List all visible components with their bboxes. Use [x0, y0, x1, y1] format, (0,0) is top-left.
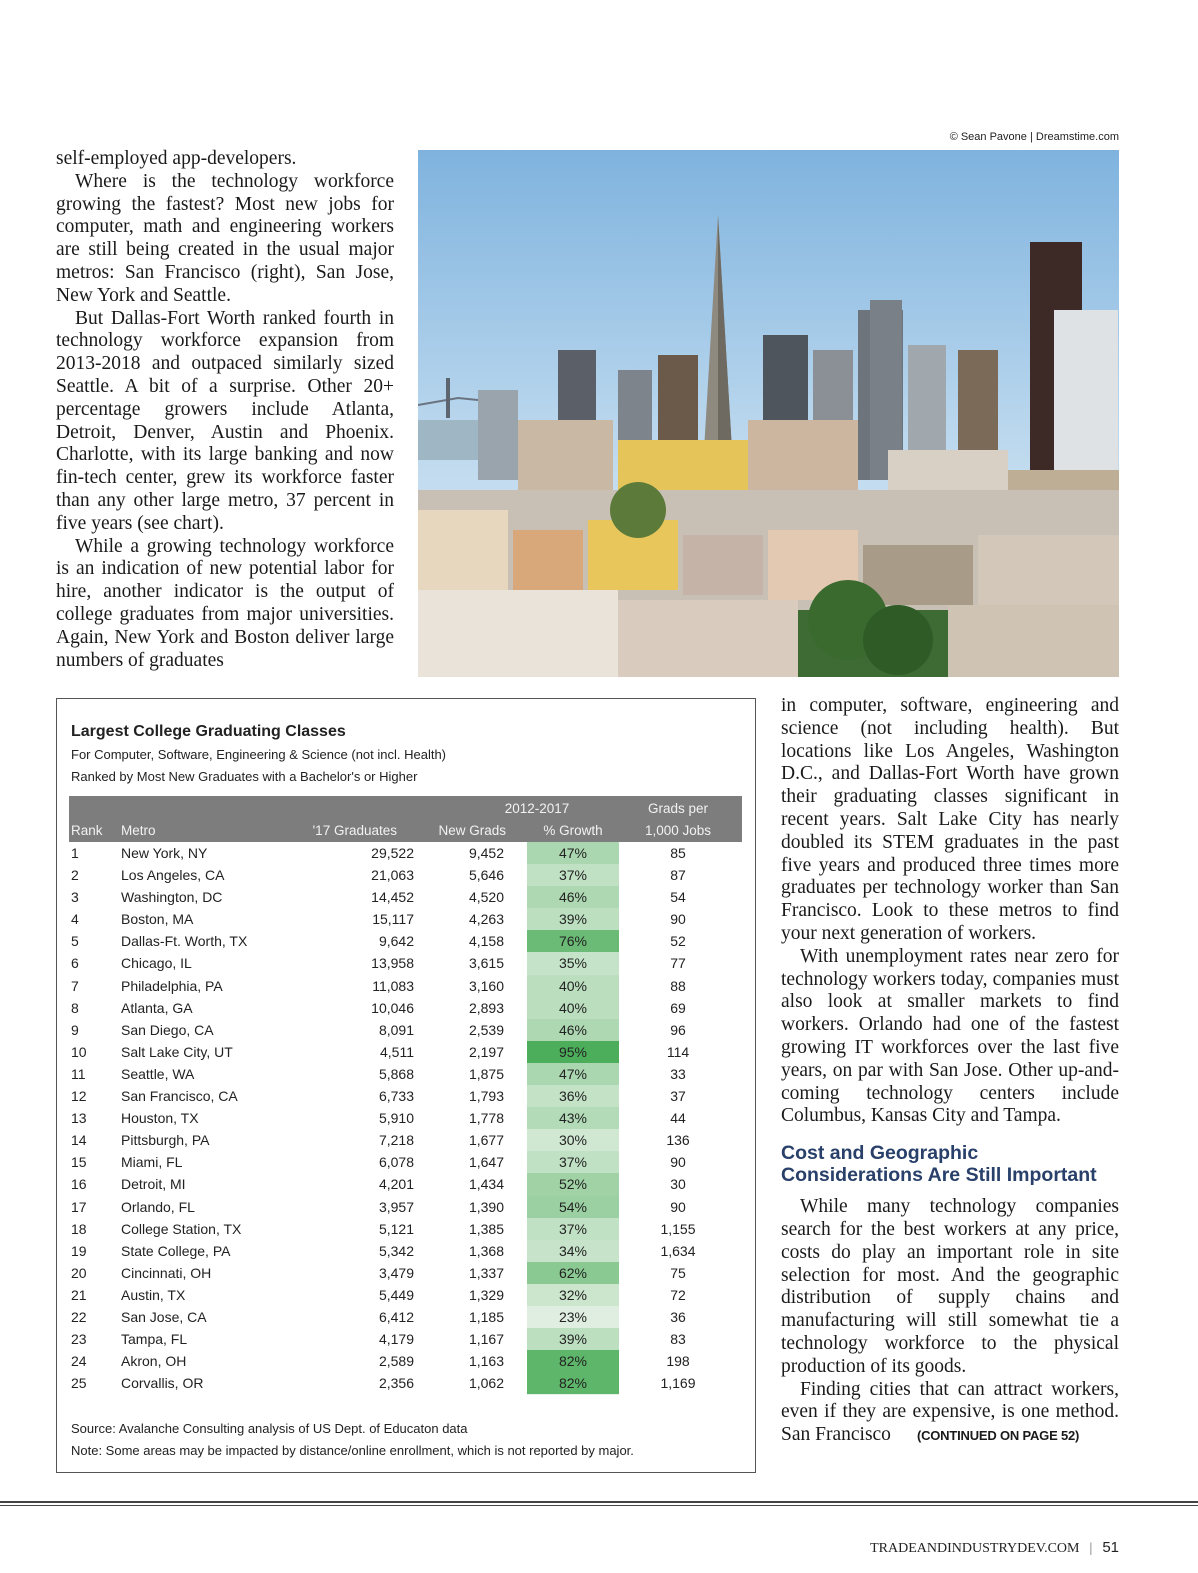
growth-cell: 76%: [527, 930, 619, 952]
growth-cell: 39%: [527, 1328, 619, 1350]
rank-cell: 23: [71, 1331, 87, 1348]
growth-cell: 37%: [527, 1218, 619, 1240]
rank-cell: 4: [71, 911, 79, 928]
table-row: [69, 1063, 742, 1085]
growth-cell: 43%: [527, 1107, 619, 1129]
rank-cell: 6: [71, 955, 79, 972]
grads-per-jobs-cell: 114: [666, 1043, 690, 1060]
paragraph: With unemployment rates near zero for technology workers today, companies must also look at smaller markets to find workers. Orlando had one of the fastest growing IT workforces over the last five years, on par with San Jose. Other up-and-coming technology centers include Columbus, Kansas City and Tampa.: [781, 945, 1119, 1127]
rank-cell: 9: [71, 1021, 79, 1038]
growth-cell: 82%: [527, 1350, 619, 1372]
metro-cell: State College, PA: [121, 1242, 231, 1259]
metro-cell: Tampa, FL: [121, 1331, 188, 1348]
table-row: [69, 930, 742, 952]
table-row: [69, 1218, 742, 1240]
metro-cell: Detroit, MI: [121, 1176, 186, 1193]
group-header: 2012-2017: [504, 801, 570, 816]
new-grads-cell: 2,893: [468, 999, 504, 1016]
rank-cell: 14: [71, 1132, 87, 1149]
graduating-classes-table: [56, 698, 756, 1473]
metro-cell: San Francisco, CA: [121, 1088, 238, 1105]
new-grads-cell: 1,185: [468, 1308, 504, 1325]
new-grads-cell: 5,646: [468, 867, 504, 884]
metro-cell: Washington, DC: [121, 889, 223, 906]
grads-per-jobs-cell: 90: [670, 1154, 686, 1171]
growth-cell: 37%: [527, 1151, 619, 1173]
table-row: [69, 1262, 742, 1284]
grads-per-jobs-cell: 1,155: [660, 1220, 696, 1237]
growth-cell: 39%: [527, 908, 619, 930]
rank-cell: 19: [71, 1242, 87, 1259]
grads-per-jobs-cell: 85: [670, 845, 686, 861]
graduates-cell: 6,078: [378, 1154, 414, 1171]
table-row: [69, 1306, 742, 1328]
rank-cell: 22: [71, 1308, 87, 1325]
table-title: Largest College Graduating Classes: [71, 723, 346, 740]
metro-cell: San Diego, CA: [121, 1021, 214, 1038]
table-row: [69, 1284, 742, 1306]
rank-cell: 11: [71, 1065, 86, 1082]
grads-per-jobs-cell: 90: [670, 1198, 686, 1215]
metro-cell: Cincinnati, OH: [121, 1264, 212, 1281]
table-row: [69, 997, 742, 1019]
grads-per-jobs-cell: 96: [670, 1021, 686, 1038]
growth-cell: 34%: [527, 1240, 619, 1262]
col-header: 1,000 Jobs: [644, 823, 712, 838]
new-grads-cell: 1,385: [468, 1220, 504, 1237]
col-header: New Grads: [438, 823, 506, 838]
table-row: [69, 1350, 742, 1372]
new-grads-cell: 1,368: [468, 1242, 504, 1259]
grads-per-jobs-cell: 90: [670, 911, 686, 928]
graduates-cell: 4,179: [378, 1331, 414, 1348]
footnote: Note: Some areas may be impacted by distance/online enrollment, which is not reported by major.: [71, 1443, 634, 1458]
table-row: [69, 886, 742, 908]
skyline-photo: [418, 150, 1119, 677]
table-row: [69, 1196, 742, 1218]
graduates-cell: 4,201: [378, 1176, 414, 1193]
metro-cell: Dallas-Ft. Worth, TX: [121, 933, 248, 950]
grads-per-jobs-cell: 136: [666, 1132, 690, 1149]
metro-cell: Los Angeles, CA: [121, 867, 225, 884]
paragraph: While many technology companies search for the best workers at any price, costs do play an important role in site selection for most. And the geographic distribution of supply chains and manufacturing will still somewhat tie a technology workforce to the physical production of its goods.: [781, 1196, 1119, 1377]
grads-per-jobs-cell: 36: [670, 1308, 686, 1325]
new-grads-cell: 1,329: [468, 1286, 504, 1303]
paragraph: in computer, software, engineering and science (not including health). But locations like Los Angeles, Washington D.C., and Dallas-Fort Worth have grown their graduating classes significant in recent years. Salt Lake City has nearly doubled its STEM graduates in the past five years and produced three times more graduates per technology worker than San Francisco. Look to these metros to find your next generation of workers.: [781, 695, 1119, 944]
metro-cell: Boston, MA: [121, 911, 194, 928]
grads-per-jobs-cell: 75: [670, 1264, 686, 1281]
graduates-cell: 2,356: [378, 1375, 414, 1392]
growth-cell: 40%: [527, 975, 619, 997]
table-row: [69, 1173, 742, 1195]
table-row: [69, 1372, 742, 1394]
new-grads-cell: 3,615: [468, 955, 504, 972]
rank-cell: 13: [71, 1110, 87, 1127]
new-grads-cell: 1,167: [468, 1331, 504, 1348]
table-header: [69, 796, 742, 842]
table-subtitle: Ranked by Most New Graduates with a Bachelor's or Higher: [71, 769, 418, 784]
metro-cell: Pittsburgh, PA: [121, 1132, 210, 1149]
grads-per-jobs-cell: 198: [666, 1353, 690, 1370]
metro-cell: Austin, TX: [121, 1286, 186, 1303]
data-table: [69, 796, 742, 1394]
new-grads-cell: 1,647: [468, 1154, 504, 1171]
growth-cell: 36%: [527, 1085, 619, 1107]
paragraph: self-employed app-developers.: [56, 148, 297, 169]
paragraph: But Dallas-Fort Worth ranked fourth in technology workforce expansion from 2013-2018 and outpaced similarly sized Seattle. A bit of a surprise. Other 20+ percentage growers include Atlanta, Detroit, Denver, Austin and Phoenix. Charlotte, with its large banking and now fin-tech center, grew its workforce faster than any other large metro, 37 percent in five years (see chart).: [56, 307, 394, 534]
metro-cell: Seattle, WA: [121, 1065, 195, 1082]
new-grads-cell: 3,160: [468, 977, 504, 994]
rank-cell: 18: [71, 1220, 87, 1237]
continued-note: (CONTINUED ON PAGE 52): [916, 1428, 1080, 1444]
table-row: [69, 864, 742, 886]
rank-cell: 5: [71, 933, 79, 950]
grads-per-jobs-cell: 87: [670, 867, 686, 884]
col-header: '17 Graduates: [312, 823, 397, 838]
page-footer: [820, 1539, 1119, 1557]
graduates-cell: 6,412: [378, 1308, 414, 1325]
graduates-cell: 29,522: [371, 845, 414, 861]
metro-cell: San Jose, CA: [121, 1308, 207, 1325]
col-header: % Growth: [543, 823, 603, 838]
new-grads-cell: 1,677: [468, 1132, 504, 1149]
graduates-cell: 4,511: [380, 1043, 414, 1060]
table-row: [69, 1129, 742, 1151]
growth-cell: 95%: [527, 1041, 619, 1063]
table-row: [69, 1041, 742, 1063]
growth-cell: 62%: [527, 1262, 619, 1284]
grads-per-jobs-cell: 83: [670, 1331, 686, 1348]
new-grads-cell: 1,062: [468, 1375, 504, 1392]
rank-cell: 25: [71, 1375, 87, 1392]
growth-cell: 32%: [527, 1284, 619, 1306]
rank-cell: 3: [71, 889, 79, 906]
photo-credit: © Sean Pavone | Dreamstime.com: [949, 131, 1119, 143]
footer-separator: |: [1089, 1541, 1093, 1556]
growth-cell: 46%: [527, 1019, 619, 1041]
metro-cell: Philadelphia, PA: [121, 977, 223, 994]
table-row: [69, 1019, 742, 1041]
footer-rule: [0, 1505, 1198, 1506]
new-grads-cell: 1,390: [468, 1198, 504, 1215]
growth-cell: 52%: [527, 1173, 619, 1195]
graduates-cell: 15,117: [372, 911, 414, 928]
grads-per-jobs-cell: 30: [670, 1176, 686, 1193]
new-grads-cell: 1,778: [468, 1110, 504, 1127]
table-row: [69, 952, 742, 974]
rank-cell: 12: [71, 1088, 87, 1105]
growth-cell: 30%: [527, 1129, 619, 1151]
growth-cell: 54%: [527, 1196, 619, 1218]
rank-cell: 21: [71, 1286, 87, 1303]
metro-cell: Atlanta, GA: [121, 999, 193, 1016]
graduates-cell: 21,063: [371, 867, 414, 884]
new-grads-cell: 9,452: [468, 845, 504, 861]
paragraph: Where is the technology workforce growing the fastest? Most new jobs for computer, math and engineering workers are still being created in the usual major metros: San Francisco (right), San Jose, New York and Seattle.: [56, 170, 394, 306]
graduates-cell: 14,452: [371, 889, 414, 906]
growth-cell: 47%: [527, 842, 619, 864]
table-row: [69, 1151, 742, 1173]
grads-per-jobs-cell: 77: [670, 955, 686, 972]
metro-cell: Corvallis, OR: [121, 1375, 204, 1392]
graduates-cell: 5,342: [378, 1242, 414, 1259]
table-subtitle: For Computer, Software, Engineering & Science (not incl. Health): [71, 747, 447, 762]
left-column-text: [56, 148, 394, 672]
rank-cell: 24: [71, 1353, 87, 1370]
grads-per-jobs-cell: 54: [670, 889, 686, 906]
table-row: [69, 975, 742, 997]
new-grads-cell: 1,434: [468, 1176, 504, 1193]
rank-cell: 20: [71, 1264, 87, 1281]
rank-cell: 15: [71, 1154, 87, 1171]
table-row: [69, 1240, 742, 1262]
table-row: [69, 1328, 742, 1350]
growth-cell: 47%: [527, 1063, 619, 1085]
col-header: Rank: [71, 823, 103, 838]
footer-rule: [0, 1501, 1198, 1503]
graduates-cell: 5,449: [378, 1286, 414, 1303]
table-row: [69, 908, 742, 930]
graduates-cell: 8,091: [378, 1021, 414, 1038]
metro-cell: Salt Lake City, UT: [121, 1043, 233, 1060]
growth-cell: 40%: [527, 997, 619, 1019]
graduates-cell: 3,957: [378, 1198, 414, 1215]
growth-cell: 37%: [527, 864, 619, 886]
growth-cell: 46%: [527, 886, 619, 908]
page-number: 51: [1102, 1539, 1119, 1556]
graduates-cell: 6,733: [378, 1088, 414, 1105]
new-grads-cell: 1,875: [468, 1065, 504, 1082]
table-row: [69, 1107, 742, 1129]
new-grads-cell: 4,520: [468, 889, 504, 906]
grads-per-jobs-cell: 72: [670, 1286, 686, 1303]
site-url[interactable]: TRADEANDINDUSTRYDEV.COM: [870, 1541, 1080, 1556]
new-grads-cell: 1,793: [468, 1088, 504, 1105]
graduates-cell: 2,589: [378, 1353, 414, 1370]
col-header: Metro: [121, 823, 156, 838]
graduates-cell: 5,868: [378, 1065, 414, 1082]
growth-cell: 23%: [527, 1306, 619, 1328]
grads-per-jobs-cell: 52: [670, 933, 686, 950]
growth-cell: 35%: [527, 952, 619, 974]
metro-cell: Akron, OH: [121, 1353, 187, 1370]
skyline-illustration: [418, 150, 1119, 677]
graduates-cell: 5,121: [378, 1220, 414, 1237]
table-row: [69, 1085, 742, 1107]
graduates-cell: 7,218: [378, 1132, 414, 1149]
section-subhead: Cost and Geographic Considerations Are Still Important: [781, 1142, 1097, 1187]
grads-per-jobs-cell: 44: [670, 1110, 686, 1127]
graduates-cell: 5,910: [378, 1110, 414, 1127]
grads-per-jobs-cell: 33: [670, 1065, 686, 1082]
graduates-cell: 11,083: [372, 977, 414, 994]
grads-per-jobs-cell: 69: [670, 999, 686, 1016]
metro-cell: College Station, TX: [121, 1220, 242, 1237]
new-grads-cell: 4,158: [468, 933, 504, 950]
new-grads-cell: 2,197: [468, 1043, 504, 1060]
paragraph: While a growing technology workforce is an indication of new potential labor for hire, another indicator is the output of college graduates from major universities. Again, New York and Boston deliver large numbers of graduates: [56, 535, 394, 671]
source-note: Source: Avalanche Consulting analysis of US Dept. of Educaton data: [71, 1421, 468, 1436]
grads-per-jobs-cell: 37: [670, 1088, 686, 1105]
table-body: [69, 842, 742, 1394]
rank-cell: 10: [71, 1043, 87, 1060]
grads-per-jobs-cell: 1,634: [660, 1242, 696, 1259]
rank-cell: 2: [71, 867, 79, 884]
growth-cell: 82%: [527, 1372, 619, 1394]
metro-cell: Chicago, IL: [121, 955, 192, 972]
graduates-cell: 3,479: [378, 1264, 414, 1281]
graduates-cell: 10,046: [371, 999, 414, 1016]
new-grads-cell: 1,163: [468, 1353, 504, 1370]
grads-per-jobs-cell: 88: [670, 977, 686, 994]
right-column-text: [781, 695, 1119, 1448]
paragraph: [781, 1379, 1119, 1448]
metro-cell: Orlando, FL: [121, 1198, 195, 1215]
paragraph-text: Finding cities that can attract workers, even if they are expensive, is one method. San Francisco: [781, 1378, 1119, 1446]
metro-cell: New York, NY: [121, 845, 208, 861]
rank-cell: 7: [71, 977, 79, 994]
metro-cell: Houston, TX: [121, 1110, 199, 1127]
new-grads-cell: 4,263: [468, 911, 504, 928]
rank-cell: 16: [71, 1176, 87, 1193]
rank-cell: 17: [71, 1198, 87, 1215]
table-row: [69, 842, 742, 864]
new-grads-cell: 1,337: [468, 1264, 504, 1281]
new-grads-cell: 2,539: [468, 1021, 504, 1038]
grads-per-jobs-cell: 1,169: [660, 1375, 696, 1392]
graduates-cell: 9,642: [378, 933, 414, 950]
per-header: Grads per: [647, 801, 709, 816]
rank-cell: 8: [71, 999, 79, 1016]
rank-cell: 1: [71, 845, 79, 861]
graduates-cell: 13,958: [371, 955, 414, 972]
metro-cell: Miami, FL: [121, 1154, 183, 1171]
